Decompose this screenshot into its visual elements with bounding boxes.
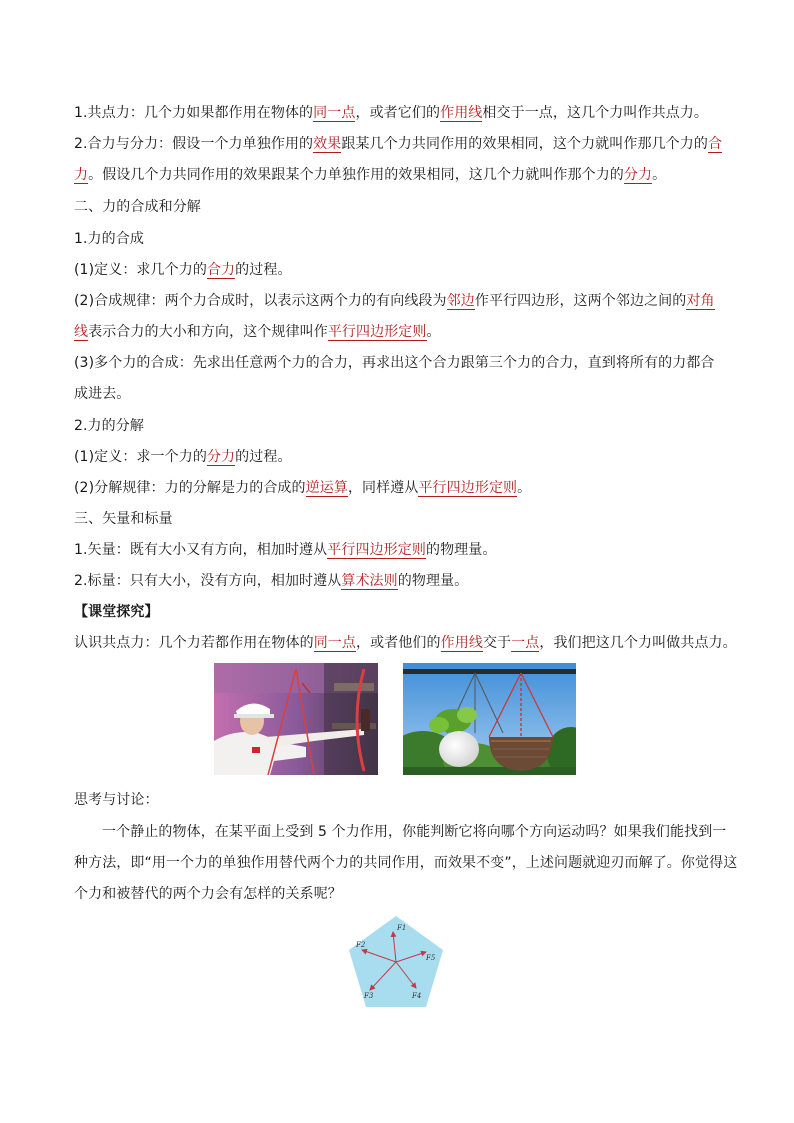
multi-force-line1: (3)多个力的合成：先求出任意两个力的合力，再求出这个合力跟第三个力的合力，直到将所有的力都合 xyxy=(74,355,715,371)
answer-blank: 线 xyxy=(74,324,89,340)
answer-blank: 效果 xyxy=(313,136,342,152)
answer-blank: 合力 xyxy=(206,262,236,278)
answer-blank: 一点 xyxy=(511,635,540,651)
question-line3: 个力和被替代的两个力会有怎样的关系呢？ xyxy=(74,886,342,902)
concurrent-force-definition: 1.共点力：几个力如果都作用在物体的同一点，或者它们的作用线相交于一点，这几个力叫作共点力。 xyxy=(74,105,709,121)
subsection-decomposition: 2.力的分解 xyxy=(74,418,144,434)
answer-blank: 分力 xyxy=(623,167,653,183)
composition-rule-line2: 线表示合力的大小和方向，这个规律叫作平行四边形定则。 xyxy=(74,324,441,340)
subsection-composition: 1.力的合成 xyxy=(74,231,144,247)
scalar-definition: 2.标量：只有大小，没有方向，相加时遵从算术法则的物理量。 xyxy=(74,573,469,589)
answer-blank: 同一点 xyxy=(313,105,356,121)
answer-blank: 作用线 xyxy=(440,635,483,651)
section-heading-3: 三、矢量和标量 xyxy=(74,511,173,527)
decomposition-definition: (1)定义：求一个力的分力的过程。 xyxy=(74,449,292,465)
answer-blank: 合 xyxy=(707,136,723,152)
vector-definition: 1.矢量：既有大小又有方向，相加时遵从平行四边形定则的物理量。 xyxy=(74,542,497,558)
multi-force-line2: 成进去。 xyxy=(74,386,131,402)
label-f3: F3 xyxy=(364,992,374,1000)
classroom-explore-heading: 【课堂探究】 xyxy=(74,604,159,620)
hanging-basket-photo xyxy=(403,663,576,775)
composition-definition: (1)定义：求几个力的合力的过程。 xyxy=(74,262,292,278)
question-line2: 种方法，即“用一个力的单独作用替代两个力的共同作用，而效果不变”，上述问题就迎刃而解了。你觉得这 xyxy=(74,855,738,871)
label-f5: F5 xyxy=(426,954,436,962)
answer-blank: 逆运算 xyxy=(305,480,348,496)
answer-blank: 力 xyxy=(74,167,89,183)
composition-rule-line1: (2)合成规律：两个力合成时，以表示这两个力的有向线段为邻边作平行四边形，这两个邻边之间的对角 xyxy=(74,293,715,309)
answer-blank: 平行四边形定则 xyxy=(418,480,518,496)
question-line1: 一个静止的物体，在某平面上受到 5 个力作用，你能判断它将向哪个方向运动吗？如果我们能找到一 xyxy=(102,824,727,840)
label-f1: F1 xyxy=(397,924,407,932)
archer-photo xyxy=(214,663,378,775)
answer-blank: 作用线 xyxy=(440,105,483,121)
answer-blank: 算术法则 xyxy=(341,573,398,589)
answer-blank: 平行四边形定则 xyxy=(327,542,426,558)
section-heading-2: 二、力的合成和分解 xyxy=(74,199,201,215)
five-forces-diagram xyxy=(346,914,446,1012)
answer-blank: 同一点 xyxy=(313,635,357,651)
answer-blank: 平行四边形定则 xyxy=(327,324,427,340)
label-f4: F4 xyxy=(412,992,422,1000)
resultant-definition-line2: 力。假设几个力共同作用的效果跟某个力单独作用的效果相同，这几个力就叫作那个力的分力。 xyxy=(74,167,667,183)
label-f2: F2 xyxy=(356,941,366,949)
decomposition-rule: (2)分解规律：力的分解是力的合成的逆运算，同样遵从平行四边形定则。 xyxy=(74,480,532,496)
answer-blank: 对角 xyxy=(686,293,715,309)
explore-concurrent-forces: 认识共点力：几个力若都作用在物体的同一点，或者他们的作用线交于一点，我们把这几个力叫做共点力。 xyxy=(74,635,737,651)
answer-blank: 邻边 xyxy=(446,293,475,309)
resultant-definition-line1: 2.合力与分力：假设一个力单独作用的效果跟某几个力共同作用的效果相同，这个力就叫作那几个力的合 xyxy=(74,136,723,152)
think-discuss-heading: 思考与讨论： xyxy=(74,792,159,808)
answer-blank: 分力 xyxy=(206,449,236,465)
